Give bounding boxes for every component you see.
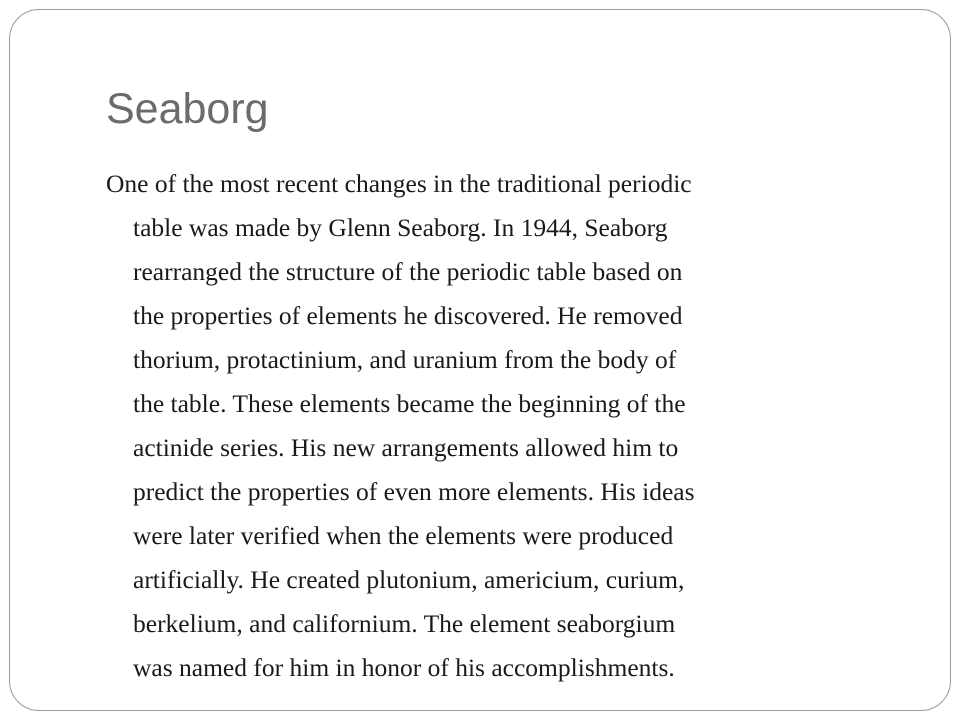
body-line: predict the properties of even more elements. His ideas [133,477,695,506]
body-line: were later verified when the elements were produced [133,521,674,550]
body-line: was named for him in honor of his accomplishments. [133,653,675,682]
slide-title: Seaborg [106,85,269,133]
body-line: the properties of elements he discovered. He removed [133,301,683,330]
slide-body-text [106,162,866,690]
body-line: berkelium, and californium. The element seaborgium [133,609,676,638]
body-line: table was made by Glenn Seaborg. In 1944, Seaborg [133,213,668,242]
body-line: actinide series. His new arrangements allowed him to [133,433,679,462]
body-line: rearranged the structure of the periodic table based on [133,257,683,286]
body-line: thorium, protactinium, and uranium from the body of [133,345,677,374]
body-line: the table. These elements became the beginning of the [133,389,686,418]
body-line: artificially. He created plutonium, americium, curium, [133,565,685,594]
body-line: One of the most recent changes in the traditional periodic [106,169,692,198]
